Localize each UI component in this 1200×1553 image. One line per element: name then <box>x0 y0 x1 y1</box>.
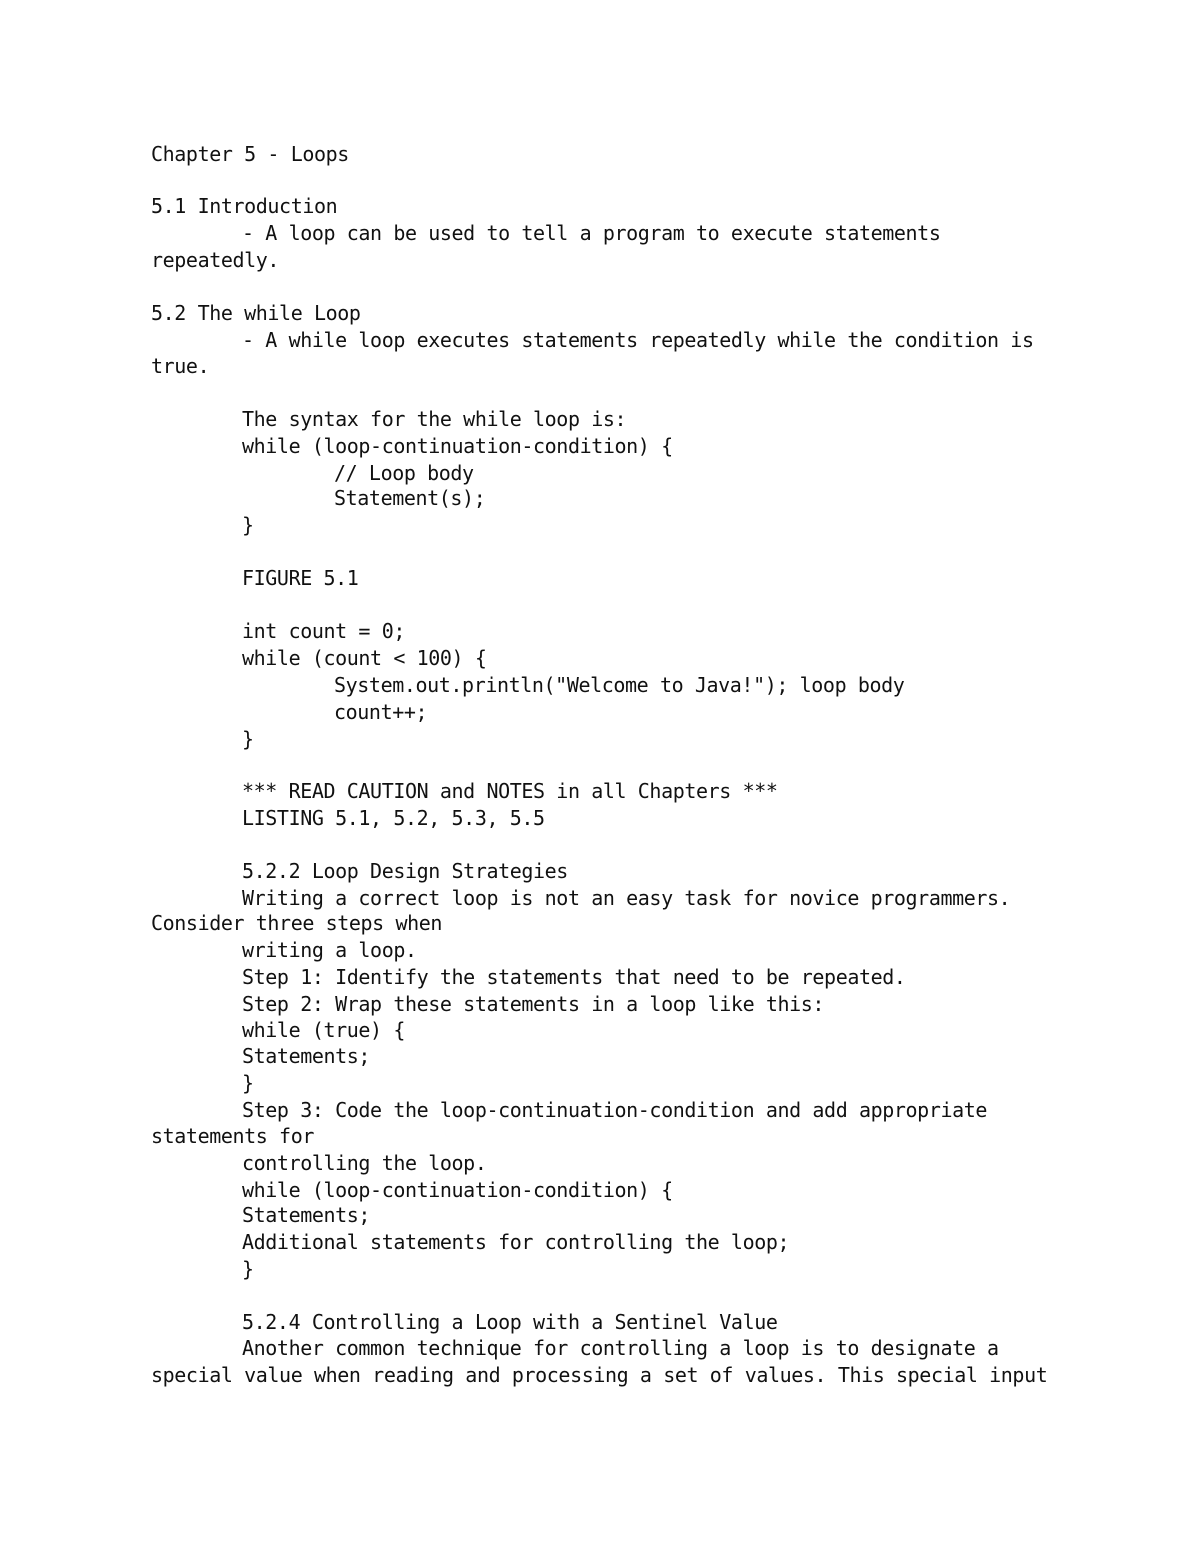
listings-reference: LISTING 5.1, 5.2, 5.3, 5.5 <box>242 806 545 830</box>
code-line: } <box>242 1071 254 1095</box>
figure-label: FIGURE 5.1 <box>242 566 359 590</box>
section-heading-5-1: 5.1 Introduction <box>151 194 338 218</box>
section-heading-5-2: 5.2 The while Loop <box>151 301 361 325</box>
intro-text-line: - A loop can be used to tell a program to execute statements <box>242 221 941 245</box>
text-line: special value when reading and processing a set of values. This special input <box>151 1363 1048 1387</box>
code-line: Additional statements for controlling the loop; <box>242 1230 790 1254</box>
text-line: Another common technique for controlling a loop is to designate a <box>242 1336 999 1360</box>
code-line: Statements; <box>242 1203 371 1227</box>
code-line: while (loop-continuation-condition) { <box>242 434 673 458</box>
text-line: writing a loop. <box>242 938 417 962</box>
code-line: } <box>242 727 254 751</box>
intro-text-line: repeatedly. <box>151 248 280 272</box>
code-line: System.out.println("Welcome to Java!"); loop body <box>334 673 905 697</box>
code-line: while (loop-continuation-condition) { <box>242 1178 673 1202</box>
code-line: Statement(s); <box>334 486 486 510</box>
text-line: Step 2: Wrap these statements in a loop like this: <box>242 992 825 1016</box>
section-heading-5-2-4: 5.2.4 Controlling a Loop with a Sentinel Value <box>242 1310 778 1334</box>
text-line: Writing a correct loop is not an easy task for novice programmers. <box>242 886 1011 910</box>
code-line: int count = 0; <box>242 619 405 643</box>
text-line: statements for <box>151 1124 314 1148</box>
text-line: Step 3: Code the loop-continuation-condition and add appropriate <box>242 1098 988 1122</box>
code-line: } <box>242 513 254 537</box>
while-text-line: true. <box>151 354 210 378</box>
code-line: while (true) { <box>242 1018 405 1042</box>
text-line: Consider three steps when <box>151 911 443 935</box>
text-line: Step 1: Identify the statements that need to be repeated. <box>242 965 906 989</box>
code-line: while (count < 100) { <box>242 646 487 670</box>
code-line: } <box>242 1257 254 1281</box>
syntax-intro: The syntax for the while loop is: <box>242 407 627 431</box>
chapter-title: Chapter 5 - Loops <box>151 142 349 166</box>
caution-note: *** READ CAUTION and NOTES in all Chapters *** <box>242 779 778 803</box>
while-text-line: - A while loop executes statements repeatedly while the condition is <box>242 328 1034 352</box>
text-line: controlling the loop. <box>242 1151 487 1175</box>
section-heading-5-2-2: 5.2.2 Loop Design Strategies <box>242 859 568 883</box>
code-line: // Loop body <box>334 461 474 485</box>
code-line: count++; <box>334 700 428 724</box>
code-line: Statements; <box>242 1044 371 1068</box>
